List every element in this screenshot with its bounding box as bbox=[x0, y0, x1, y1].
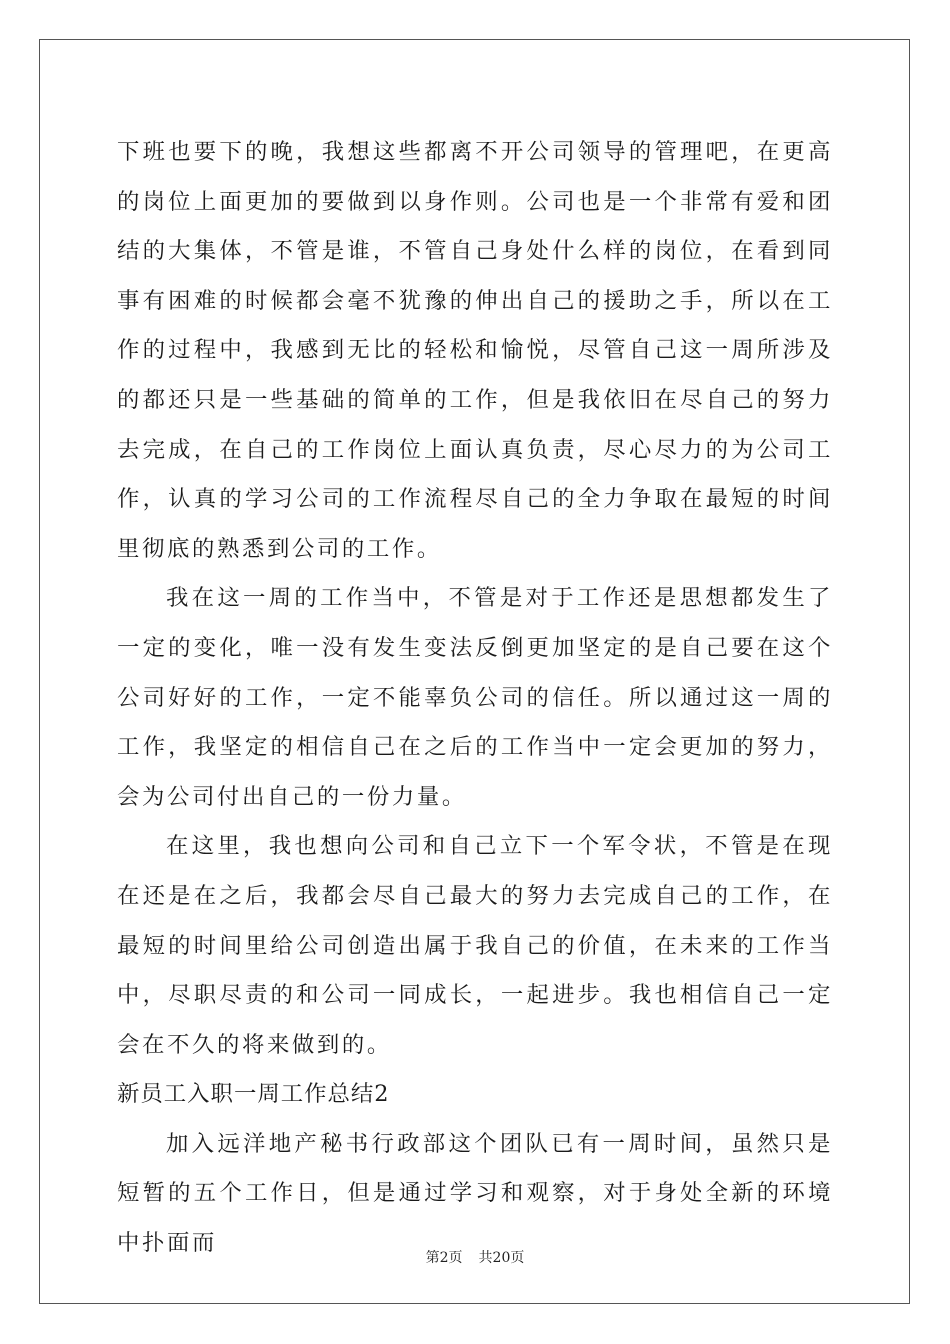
document-body bbox=[117, 128, 833, 1269]
paragraph-4: 加入远洋地产秘书行政部这个团队已有一周时间，虽然只是短暂的五个工作日，但是通过学习和观察，对于身处全新的环境中扑面而 bbox=[117, 1130, 833, 1257]
page-number: 第2页 bbox=[425, 1250, 463, 1266]
paragraph-2: 我在这一周的工作当中，不管是对于工作还是思想都发生了一定的变化，唯一没有发生变法反倒更加坚定的是自己要在这个公司好好的工作，一定不能辜负公司的信任。所以通过这一周的工作，我坚定的相信自己在之后的工作当中一定会更加的努力，会为公司付出自己的一份力量。 bbox=[117, 585, 833, 810]
page-footer bbox=[0, 1247, 950, 1267]
paragraph-3: 在这里，我也想向公司和自己立下一个军令状，不管是在现在还是在之后，我都会尽自己最大的努力去完成自己的工作，在最短的时间里给公司创造出属于我自己的价值，在未来的工作当中，尽职尽责的和公司一同成长，一起进步。我也相信自己一定会在不久的将来做到的。 bbox=[117, 833, 833, 1058]
paragraph-1: 下班也要下的晚，我想这些都离不开公司领导的管理吧，在更高的岗位上面更加的要做到以身作则。公司也是一个非常有爱和团结的大集体，不管是谁，不管自己身处什么样的岗位，在看到同事有困难的时候都会毫不犹豫的伸出自己的援助之手，所以在工作的过程中，我感到无比的轻松和愉悦，尽管自己这一周所涉及的都还只是一些基础的简单的工作，但是我依旧在尽自己的努力去完成，在自己的工作岗位上面认真负责，尽心尽力的为公司工作，认真的学习公司的工作流程尽自己的全力争取在最短的时间里彻底的熟悉到公司的工作。 bbox=[117, 139, 833, 562]
section-heading: 新员工入职一周工作总结2 bbox=[117, 1081, 390, 1108]
page-total: 共20页 bbox=[478, 1250, 525, 1266]
